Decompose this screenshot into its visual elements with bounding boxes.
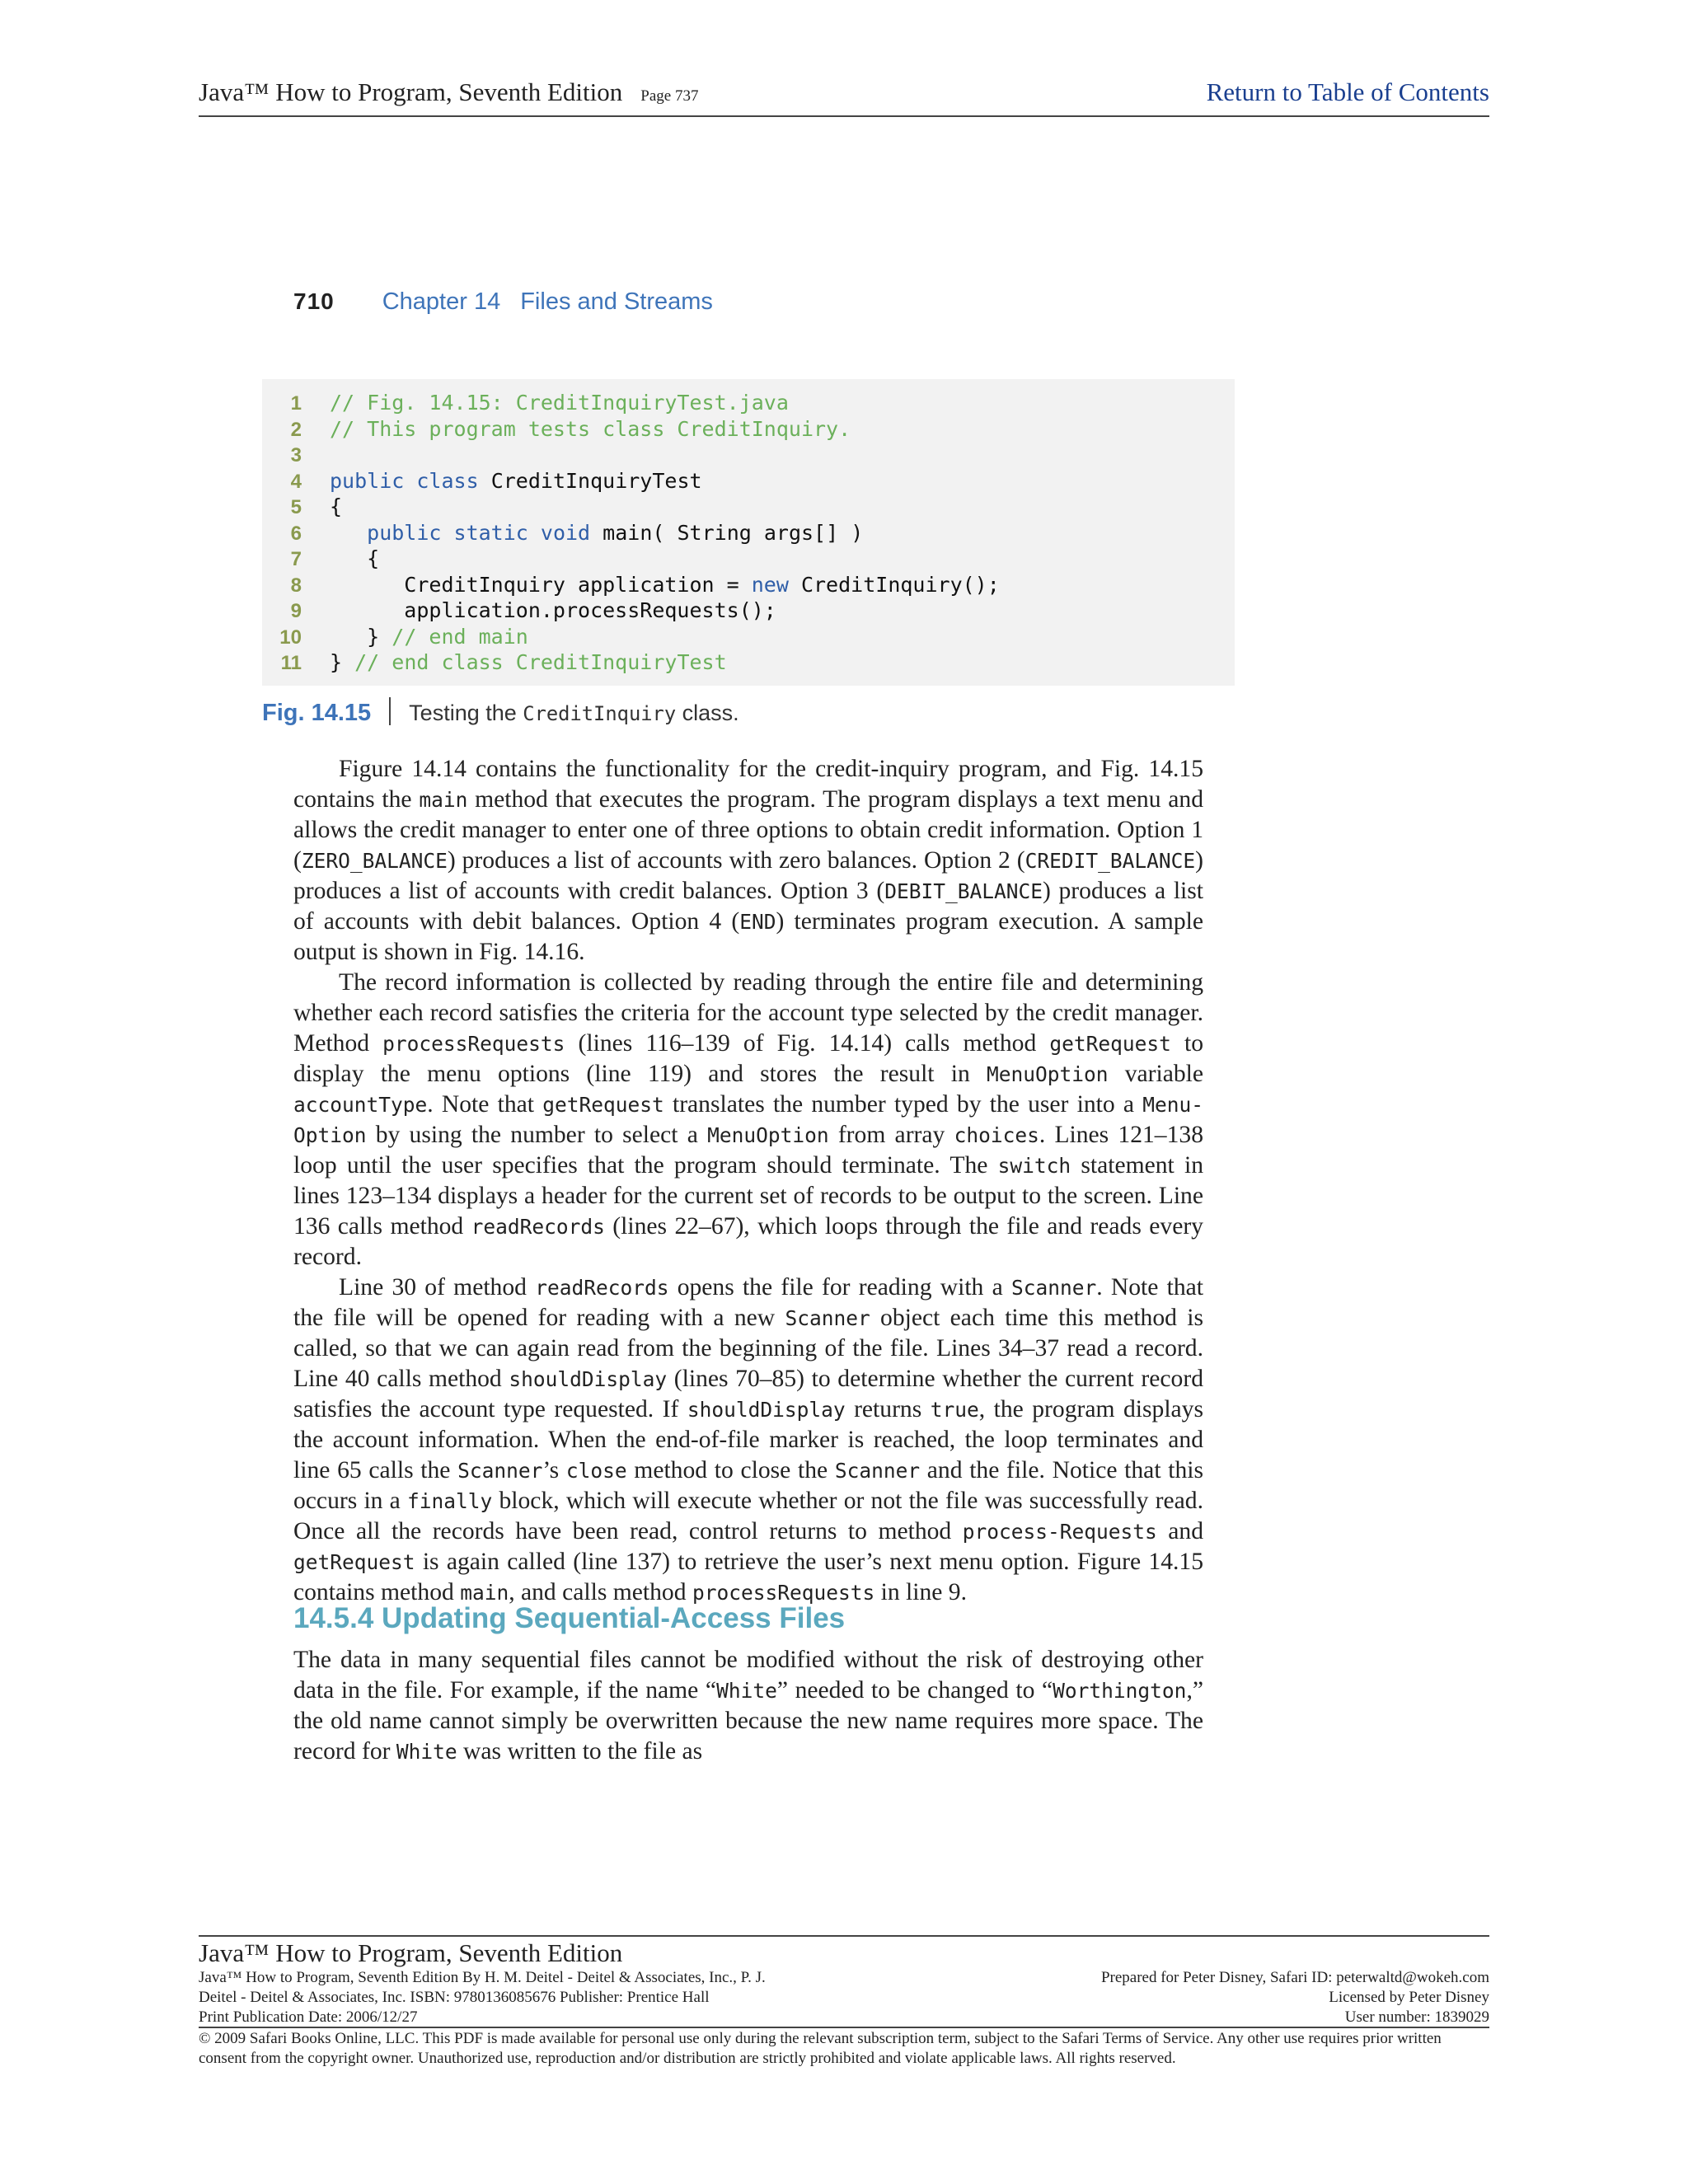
- code-line: [262, 625, 528, 649]
- inline-code: Scanner: [834, 1459, 921, 1483]
- code-text: // This program tests class CreditInquiry.: [330, 416, 851, 441]
- running-head: [293, 288, 713, 316]
- line-number: 6: [290, 522, 302, 545]
- text-run: The record information is collected by reading through the entire file and determining whether each record satisfies the criteria for the account type selected by the credit manager. Method: [293, 969, 1203, 1057]
- inline-code: choices: [954, 1123, 1039, 1147]
- text-run: . Note that the file will be opened for reading with a new: [293, 1274, 1203, 1331]
- code-line: [262, 650, 727, 674]
- inline-code: Scanner: [1010, 1276, 1097, 1300]
- inline-code: shouldDisplay: [509, 1367, 668, 1391]
- text-run: Line 30 of method: [339, 1274, 536, 1301]
- inline-code: getRequest: [542, 1093, 664, 1117]
- toc-link[interactable]: Return to Table of Contents: [1206, 77, 1489, 106]
- footer-right-line: User number: 1839029: [1344, 2008, 1489, 2026]
- inline-code: finally: [407, 1489, 493, 1513]
- text-run: ) terminates program execution. A sample output is shown in Fig. 14.16.: [293, 908, 1203, 965]
- line-number: 3: [290, 444, 302, 466]
- text-run: opens the file for reading with a: [668, 1274, 1011, 1301]
- text-run: from array: [828, 1122, 954, 1148]
- text-run: to display the menu options (line 119) and stores the result in: [293, 1030, 1203, 1087]
- inline-code: process-Requests: [962, 1520, 1157, 1544]
- chapter-label: Chapter 14: [382, 288, 501, 315]
- code-text: public static void main( String args[] ): [367, 520, 864, 545]
- text-run: by using the number to select a: [366, 1122, 708, 1148]
- code-lines: [262, 391, 1000, 677]
- header-book-title: [199, 77, 698, 107]
- caption-text-before: Testing the: [409, 701, 523, 725]
- section-paragraph: [293, 1645, 1203, 1767]
- line-number: 9: [290, 600, 302, 622]
- code-text: } // end main: [330, 624, 528, 649]
- inline-code: getRequest: [293, 1550, 415, 1574]
- caption-text-after: class.: [676, 701, 739, 725]
- text-run: ’s: [542, 1457, 566, 1483]
- code-text: public class CreditInquiryTest: [330, 468, 702, 493]
- code-line: [262, 494, 342, 518]
- code-line: [262, 573, 1000, 597]
- inline-code: readRecords: [471, 1215, 605, 1239]
- text-run: ) produces a list of accounts with credit balances. Option 3 (: [293, 847, 1203, 904]
- inline-code: getRequest: [1049, 1032, 1171, 1056]
- text-run: (lines 116–139 of Fig. 14.14) calls method: [565, 1030, 1050, 1057]
- inline-code: switch: [997, 1154, 1071, 1178]
- figure-caption: [262, 697, 739, 727]
- inline-code: readRecords: [535, 1276, 669, 1300]
- footer-publication-info: [199, 1968, 766, 2027]
- text-run: is again called (line 137) to retrieve the user’s next menu option. Figure 14.15 contains method: [293, 1549, 1203, 1605]
- inline-code: true: [930, 1398, 979, 1422]
- inline-code: main: [460, 1581, 509, 1605]
- inline-code: processRequests: [692, 1581, 875, 1605]
- text-run: translates the number typed by the user into a: [663, 1091, 1143, 1118]
- text-run: , and calls method: [509, 1579, 692, 1605]
- text-run: and: [1156, 1518, 1203, 1544]
- inline-code: shouldDisplay: [687, 1398, 846, 1422]
- body-paragraph: [293, 754, 1203, 968]
- text-run: returns: [845, 1396, 931, 1422]
- inline-code: processRequests: [382, 1032, 565, 1056]
- body-paragraph: [293, 968, 1203, 1272]
- inline-code: MenuOption: [986, 1062, 1109, 1086]
- text-run: and the file. Notice that this occurs in a: [293, 1457, 1203, 1514]
- inline-code: MenuOption: [707, 1123, 829, 1147]
- footer-book-title: Java™ How to Program, Seventh Edition: [199, 1938, 623, 1967]
- footer-license-info: [1101, 1968, 1489, 2027]
- inline-code: Worthington: [1053, 1679, 1187, 1703]
- section-body: [293, 1645, 1203, 1767]
- line-number: 1: [290, 392, 302, 415]
- chapter-title: Files and Streams: [520, 288, 713, 315]
- body-text: [293, 754, 1203, 1608]
- text-run: method to close the: [626, 1457, 835, 1483]
- inline-code: END: [739, 910, 776, 934]
- line-number: 5: [290, 496, 302, 518]
- code-line: [262, 417, 851, 441]
- line-number: 8: [290, 574, 302, 597]
- footer-right-line: Prepared for Peter Disney, Safari ID: peterwaltd@wokeh.com: [1100, 1969, 1489, 1986]
- text-run: The data in many sequential files cannot be modified without the risk of destroying other data in the file. For example, if the name “: [293, 1647, 1203, 1704]
- caption-code: CreditInquiry: [523, 702, 677, 725]
- footer-left-line: Print Publication Date: 2006/12/27: [199, 2008, 418, 2026]
- inline-code: Menu-Option: [293, 1093, 1203, 1147]
- line-number: 2: [290, 418, 302, 441]
- caption-divider: [389, 697, 391, 725]
- inline-code: Scanner: [785, 1306, 870, 1330]
- text-run: Figure 14.14 contains the functionality for the credit-inquiry program, and Fig. 14.15 contains the: [293, 756, 1203, 813]
- line-number: 11: [280, 652, 302, 674]
- text-run: was written to the file as: [457, 1738, 703, 1765]
- text-run: (lines 22–67), which loops through the file and reads every record.: [293, 1213, 1203, 1270]
- header-title-text: Java™ How to Program, Seventh Edition: [199, 77, 623, 106]
- inline-code: White: [396, 1740, 457, 1764]
- text-run: block, which will execute whether or not the file was successfully read. Once all the records have been read, control returns to method: [293, 1488, 1203, 1544]
- code-text: // Fig. 14.15: CreditInquiryTest.java: [330, 391, 789, 415]
- code-listing: [262, 379, 1235, 686]
- text-run: method that executes the program. The program displays a text menu and allows the credit manager to enter one of three options to obtain credit information. Option 1 (: [293, 786, 1204, 874]
- code-line: [262, 443, 330, 466]
- code-line: [262, 391, 789, 415]
- inline-code: White: [716, 1679, 777, 1703]
- text-run: in line 9.: [874, 1579, 967, 1605]
- figure-number: Fig. 14.15: [262, 700, 372, 726]
- code-text: } // end class CreditInquiryTest: [330, 650, 727, 674]
- body-paragraph: [293, 1272, 1203, 1608]
- code-line: [262, 598, 776, 622]
- line-number: 7: [290, 548, 302, 570]
- text-run: ) produces a list of accounts with zero balances. Option 2 (: [447, 847, 1025, 874]
- text-run: ” needed to be changed to “: [776, 1677, 1053, 1704]
- inline-code: close: [565, 1459, 627, 1483]
- code-text: {: [330, 546, 380, 570]
- text-run: variable: [1108, 1061, 1203, 1087]
- text-run: object each time this method is called, so that we can again read from the beginning of the file. Lines 34–37 read a record. Line 40 calls method: [293, 1305, 1203, 1392]
- code-text: {: [330, 494, 343, 518]
- page-number: 710: [293, 288, 335, 314]
- inline-code: DEBIT_BALANCE: [884, 879, 1043, 903]
- inline-code: accountType: [293, 1093, 428, 1117]
- code-line: [262, 521, 863, 545]
- footer-copyright: © 2009 Safari Books Online, LLC. This PDF is made available for personal use only during the relevant subscription term, subject to the Safari Terms of Service. Any other use requires prior written consent from the copyright owner. Unauthorized use, reproduction and/or distribution are strictly prohibited and violate applicable laws. All rights reserved.: [199, 2030, 1442, 2067]
- line-number: 4: [290, 470, 302, 493]
- section-heading: 14.5.4 Updating Sequential-Access Files: [293, 1602, 846, 1634]
- line-number: 10: [279, 626, 302, 649]
- text-run: ) produces a list of accounts with debit balances. Option 4 (: [293, 878, 1203, 935]
- footer-divider-bottom: [199, 2027, 1489, 2028]
- text-run: ,” the old name cannot simply be overwritten because the new name requires more space. The record for: [293, 1677, 1203, 1765]
- code-text: CreditInquiry application = new CreditInquiry();: [330, 572, 1000, 597]
- inline-code: ZERO_BALANCE: [301, 849, 448, 873]
- footer-left-line: Deitel - Deitel & Associates, Inc. ISBN: 9780136085676 Publisher: Prentice Hall: [199, 1989, 710, 2006]
- header-divider: [199, 115, 1489, 117]
- text-run: , the program displays the account information. When the end-of-file marker is reached, the loop terminates and line 65 calls the: [293, 1396, 1203, 1483]
- footer-left-line: Java™ How to Program, Seventh Edition By H. M. Deitel - Deitel & Associates, Inc., P. J.: [199, 1969, 766, 1986]
- code-line: [262, 546, 379, 570]
- inline-code: Scanner: [457, 1459, 543, 1483]
- footer-right-line: Licensed by Peter Disney: [1329, 1989, 1489, 2006]
- inline-code: CREDIT_BALANCE: [1025, 849, 1196, 873]
- header-page-label: Page 737: [640, 87, 699, 105]
- code-line: [262, 469, 702, 493]
- text-run: . Lines 121–138 loop until the user specifies that the program should terminate. The: [293, 1122, 1203, 1179]
- text-run: (lines 70–85) to determine whether the current record satisfies the account type requested. If: [293, 1366, 1203, 1422]
- caption-text: [409, 701, 739, 725]
- inline-code: main: [419, 788, 468, 812]
- footer-divider-top: [199, 1935, 1489, 1937]
- text-run: statement in lines 123–134 displays a header for the current set of records to be output to the screen. Line 136 calls method: [293, 1152, 1203, 1240]
- text-run: . Note that: [427, 1091, 543, 1118]
- code-text: application.processRequests();: [330, 598, 776, 622]
